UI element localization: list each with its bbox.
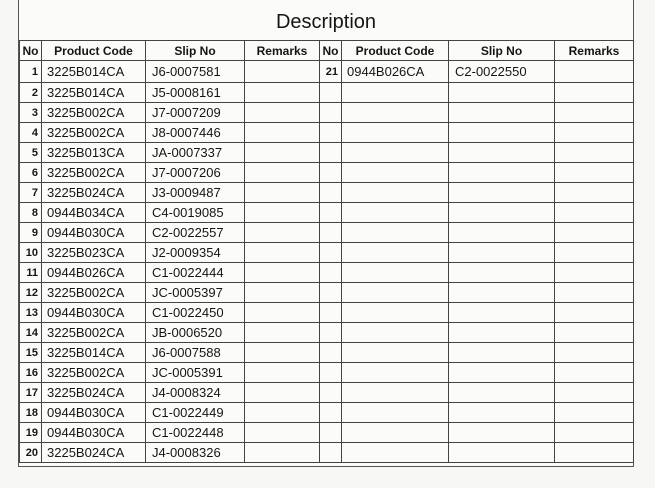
product-code-cell: 3225B024CA: [42, 383, 146, 403]
table-row: [20, 163, 634, 183]
product-code-cell: 3225B002CA: [42, 363, 146, 383]
product-code-cell: 0944B030CA: [42, 423, 146, 443]
table-row: [20, 363, 634, 383]
table-row: [20, 61, 634, 83]
product-code-cell-right: [342, 383, 449, 403]
row-no: 16: [20, 363, 42, 383]
product-code-cell: 3225B002CA: [42, 163, 146, 183]
row-no: 6: [20, 163, 42, 183]
slip-no-cell-right: [449, 323, 555, 343]
table-row: [20, 343, 634, 363]
table-row: [20, 123, 634, 143]
slip-no-cell: C1-0022448: [146, 423, 245, 443]
slip-no-cell-right: [449, 283, 555, 303]
remarks-cell-right: [555, 203, 634, 223]
product-code-cell-right: [342, 403, 449, 423]
row-no: 10: [20, 243, 42, 263]
slip-no-cell-right: [449, 363, 555, 383]
remarks-cell: [245, 323, 320, 343]
table-row: [20, 203, 634, 223]
remarks-cell: [245, 443, 320, 463]
row-no-right: 21: [320, 61, 342, 83]
remarks-cell-right: [555, 223, 634, 243]
slip-no-cell: J6-0007588: [146, 343, 245, 363]
row-no: 20: [20, 443, 42, 463]
remarks-cell-right: [555, 183, 634, 203]
product-code-cell-right: [342, 263, 449, 283]
col-header-slip-no-right: Slip No: [449, 41, 555, 61]
page-title: Description: [275, 11, 377, 33]
product-code-cell: 3225B024CA: [42, 443, 146, 463]
table-row: [20, 103, 634, 123]
table-row: [20, 283, 634, 303]
header-row: [20, 41, 634, 61]
product-code-cell-right: [342, 443, 449, 463]
remarks-cell-right: [555, 363, 634, 383]
slip-no-cell: C1-0022444: [146, 263, 245, 283]
product-code-cell-right: [342, 243, 449, 263]
slip-no-cell-right: [449, 303, 555, 323]
row-no-right: [320, 283, 342, 303]
col-header-no: No: [20, 41, 42, 61]
row-no: 2: [20, 83, 42, 103]
row-no: 12: [20, 283, 42, 303]
remarks-cell: [245, 143, 320, 163]
product-code-cell-right: [342, 143, 449, 163]
row-no-right: [320, 183, 342, 203]
col-header-product-code: Product Code: [42, 41, 146, 61]
remarks-cell: [245, 103, 320, 123]
slip-no-cell: C1-0022450: [146, 303, 245, 323]
slip-no-cell-right: [449, 403, 555, 423]
slip-no-cell: JB-0006520: [146, 323, 245, 343]
remarks-cell: [245, 403, 320, 423]
slip-no-cell-right: [449, 423, 555, 443]
product-code-cell: 3225B002CA: [42, 283, 146, 303]
product-code-cell: 0944B030CA: [42, 223, 146, 243]
remarks-cell: [245, 83, 320, 103]
slip-no-cell: J5-0008161: [146, 83, 245, 103]
slip-no-cell: J2-0009354: [146, 243, 245, 263]
slip-no-cell: JA-0007337: [146, 143, 245, 163]
product-code-cell: 3225B002CA: [42, 123, 146, 143]
row-no: 11: [20, 263, 42, 283]
slip-no-cell-right: [449, 143, 555, 163]
product-code-cell: 0944B030CA: [42, 403, 146, 423]
row-no-right: [320, 243, 342, 263]
remarks-cell: [245, 303, 320, 323]
remarks-cell: [245, 243, 320, 263]
product-code-cell-right: [342, 163, 449, 183]
product-code-cell-right: 0944B026CA: [342, 61, 449, 83]
product-code-cell: 3225B023CA: [42, 243, 146, 263]
row-no-right: [320, 203, 342, 223]
product-code-cell-right: [342, 423, 449, 443]
remarks-cell: [245, 283, 320, 303]
remarks-cell-right: [555, 243, 634, 263]
product-code-cell: 0944B034CA: [42, 203, 146, 223]
remarks-cell-right: [555, 343, 634, 363]
slip-no-cell: C4-0019085: [146, 203, 245, 223]
row-no: 7: [20, 183, 42, 203]
slip-no-cell: JC-0005391: [146, 363, 245, 383]
slip-no-cell-right: [449, 103, 555, 123]
remarks-cell: [245, 363, 320, 383]
remarks-cell: [245, 223, 320, 243]
row-no: 5: [20, 143, 42, 163]
remarks-cell: [245, 61, 320, 83]
row-no-right: [320, 323, 342, 343]
col-header-slip-no: Slip No: [146, 41, 245, 61]
table-row: [20, 183, 634, 203]
product-code-cell: 3225B013CA: [42, 143, 146, 163]
table-row: [20, 263, 634, 283]
product-code-cell-right: [342, 203, 449, 223]
row-no: 13: [20, 303, 42, 323]
remarks-cell: [245, 183, 320, 203]
row-no-right: [320, 423, 342, 443]
row-no: 4: [20, 123, 42, 143]
product-code-cell-right: [342, 323, 449, 343]
product-code-cell: 3225B002CA: [42, 103, 146, 123]
product-code-cell: 0944B026CA: [42, 263, 146, 283]
remarks-cell: [245, 123, 320, 143]
slip-no-cell-right: [449, 223, 555, 243]
slip-no-cell-right: [449, 243, 555, 263]
slip-no-cell: J8-0007446: [146, 123, 245, 143]
row-no-right: [320, 303, 342, 323]
remarks-cell-right: [555, 163, 634, 183]
product-code-cell-right: [342, 303, 449, 323]
remarks-cell-right: [555, 103, 634, 123]
remarks-cell-right: [555, 283, 634, 303]
slip-no-cell-right: [449, 263, 555, 283]
remarks-cell-right: [555, 263, 634, 283]
table-row: [20, 143, 634, 163]
remarks-cell-right: [555, 443, 634, 463]
row-no-right: [320, 263, 342, 283]
slip-no-cell: J4-0008324: [146, 383, 245, 403]
remarks-cell: [245, 163, 320, 183]
table-row: [20, 243, 634, 263]
col-header-no-right: No: [320, 41, 342, 61]
remarks-cell-right: [555, 61, 634, 83]
col-header-remarks: Remarks: [245, 41, 320, 61]
row-no: 19: [20, 423, 42, 443]
product-code-cell: 3225B002CA: [42, 323, 146, 343]
slip-no-cell: J6-0007581: [146, 61, 245, 83]
description-table: [19, 40, 634, 463]
product-code-cell-right: [342, 103, 449, 123]
row-no: 8: [20, 203, 42, 223]
product-code-cell-right: [342, 223, 449, 243]
row-no: 14: [20, 323, 42, 343]
product-code-cell: 3225B014CA: [42, 61, 146, 83]
remarks-cell-right: [555, 323, 634, 343]
row-no-right: [320, 163, 342, 183]
slip-no-cell: C1-0022449: [146, 403, 245, 423]
product-code-cell-right: [342, 83, 449, 103]
remarks-cell-right: [555, 83, 634, 103]
slip-no-cell: J3-0009487: [146, 183, 245, 203]
row-no: 15: [20, 343, 42, 363]
slip-no-cell: J7-0007206: [146, 163, 245, 183]
table-row: [20, 83, 634, 103]
remarks-cell-right: [555, 423, 634, 443]
remarks-cell: [245, 343, 320, 363]
product-code-cell: 3225B014CA: [42, 83, 146, 103]
slip-no-cell: JC-0005397: [146, 283, 245, 303]
slip-no-cell-right: [449, 83, 555, 103]
slip-no-cell-right: C2-0022550: [449, 61, 555, 83]
row-no: 3: [20, 103, 42, 123]
remarks-cell-right: [555, 143, 634, 163]
remarks-cell: [245, 203, 320, 223]
row-no-right: [320, 343, 342, 363]
slip-no-cell-right: [449, 163, 555, 183]
slip-no-cell-right: [449, 443, 555, 463]
table-row: [20, 303, 634, 323]
row-no: 18: [20, 403, 42, 423]
remarks-cell: [245, 383, 320, 403]
row-no-right: [320, 123, 342, 143]
table-row: [20, 423, 634, 443]
slip-no-cell-right: [449, 203, 555, 223]
product-code-cell: 0944B030CA: [42, 303, 146, 323]
row-no-right: [320, 363, 342, 383]
slip-no-cell-right: [449, 383, 555, 403]
table-row: [20, 443, 634, 463]
row-no: 17: [20, 383, 42, 403]
row-no-right: [320, 83, 342, 103]
product-code-cell-right: [342, 123, 449, 143]
remarks-cell-right: [555, 303, 634, 323]
col-header-product-code-right: Product Code: [342, 41, 449, 61]
slip-no-cell-right: [449, 183, 555, 203]
col-header-remarks-right: Remarks: [555, 41, 634, 61]
slip-no-cell: J4-0008326: [146, 443, 245, 463]
remarks-cell-right: [555, 123, 634, 143]
row-no-right: [320, 383, 342, 403]
product-code-cell: 3225B024CA: [42, 183, 146, 203]
slip-no-cell: C2-0022557: [146, 223, 245, 243]
table-row: [20, 383, 634, 403]
row-no-right: [320, 103, 342, 123]
row-no-right: [320, 143, 342, 163]
table-row: [20, 403, 634, 423]
product-code-cell-right: [342, 363, 449, 383]
remarks-cell: [245, 423, 320, 443]
product-code-cell: 3225B014CA: [42, 343, 146, 363]
product-code-cell-right: [342, 183, 449, 203]
row-no-right: [320, 223, 342, 243]
description-sheet: [18, 0, 634, 467]
table-row: [20, 223, 634, 243]
remarks-cell-right: [555, 403, 634, 423]
slip-no-cell: J7-0007209: [146, 103, 245, 123]
row-no-right: [320, 443, 342, 463]
remarks-cell-right: [555, 383, 634, 403]
row-no: 9: [20, 223, 42, 243]
slip-no-cell-right: [449, 343, 555, 363]
product-code-cell-right: [342, 283, 449, 303]
remarks-cell: [245, 263, 320, 283]
row-no: 1: [20, 61, 42, 83]
product-code-cell-right: [342, 343, 449, 363]
table-row: [20, 323, 634, 343]
slip-no-cell-right: [449, 123, 555, 143]
row-no-right: [320, 403, 342, 423]
